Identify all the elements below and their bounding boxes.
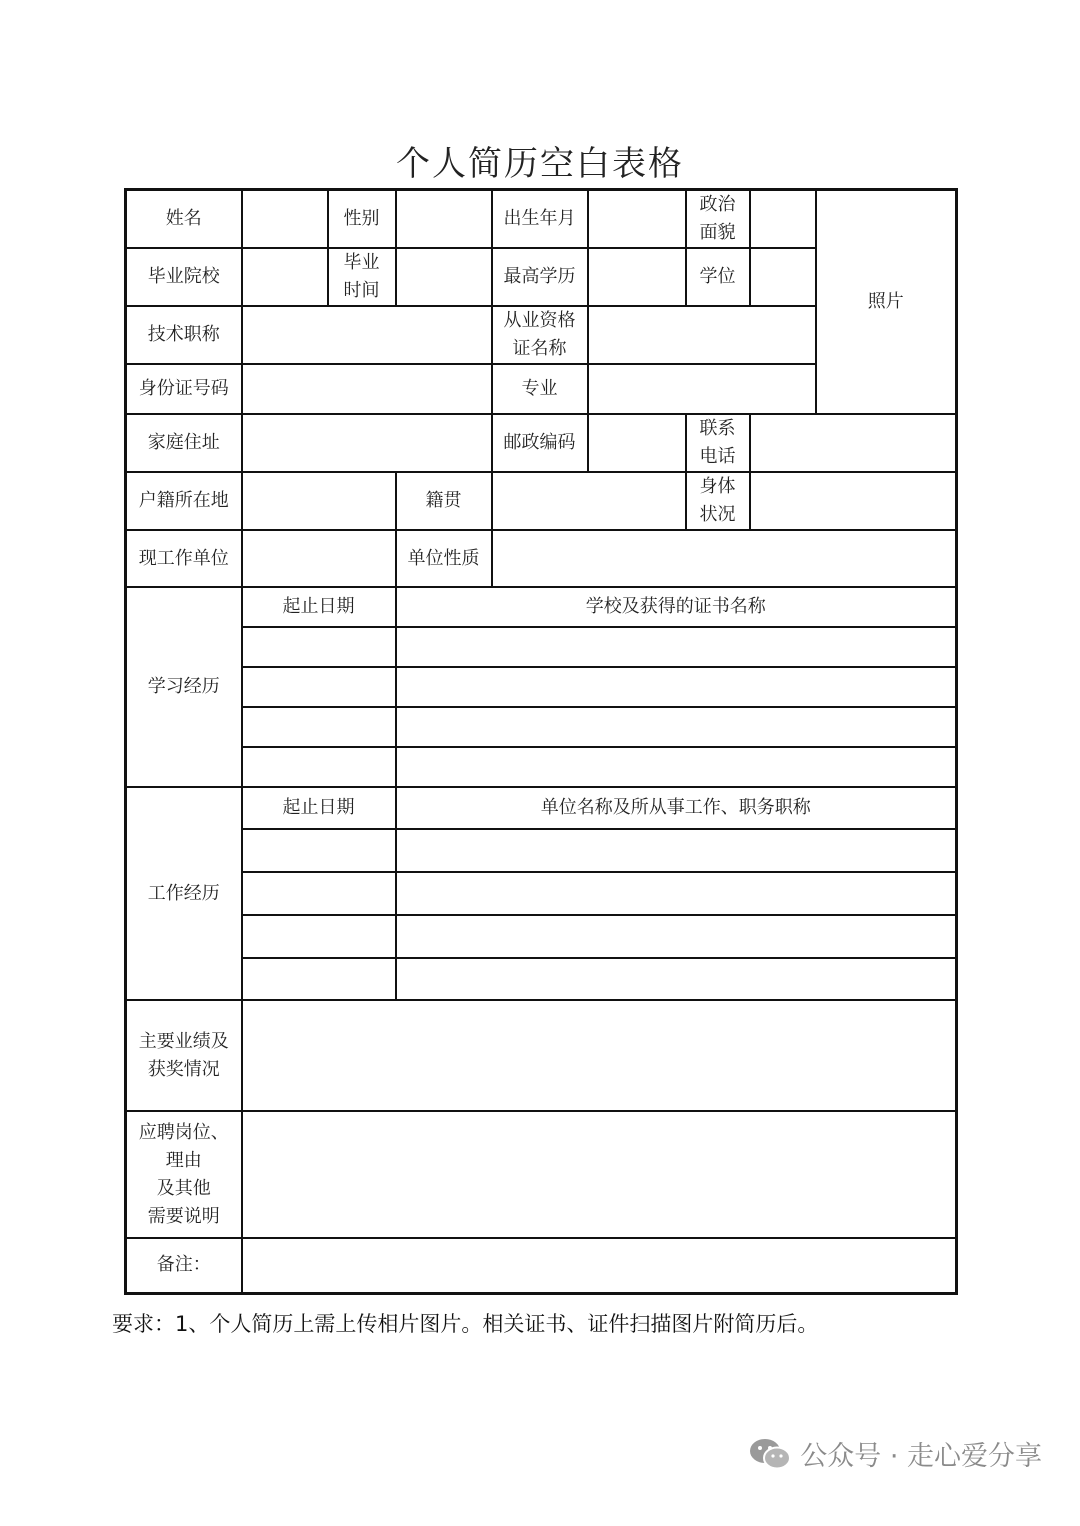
- input-degree[interactable]: [750, 248, 816, 306]
- label-grad-time-line1: 毕业: [343, 252, 380, 273]
- input-address[interactable]: [242, 414, 492, 472]
- education-row: [126, 667, 957, 707]
- application-label: [126, 1111, 242, 1238]
- achievements-label: [126, 1000, 242, 1111]
- education-detail-input[interactable]: [396, 667, 957, 707]
- label-degree: 学位: [686, 248, 750, 306]
- input-highest-edu[interactable]: [588, 248, 686, 306]
- label-name: 姓名: [126, 190, 242, 249]
- education-detail-input[interactable]: [396, 747, 957, 787]
- input-qual-cert[interactable]: [588, 306, 816, 364]
- input-id-number[interactable]: [242, 364, 492, 414]
- resume-form-table: [124, 188, 958, 1295]
- education-row: [126, 707, 957, 747]
- input-employer-type[interactable]: [492, 530, 957, 587]
- application-label-line3: 及其他: [156, 1177, 211, 1199]
- input-political[interactable]: [750, 190, 816, 249]
- work-row: [126, 915, 957, 958]
- label-health-line2: 状况: [699, 504, 736, 525]
- label-employer: 现工作单位: [126, 530, 242, 587]
- label-contact-line2: 电话: [699, 446, 736, 467]
- label-political: [686, 190, 750, 249]
- work-detail-input[interactable]: [396, 872, 957, 915]
- education-date-header: 起止日期: [242, 587, 396, 627]
- label-postcode: 邮政编码: [492, 414, 588, 472]
- label-highest-edu: 最高学历: [492, 248, 588, 306]
- label-political-line1: 政治: [699, 194, 736, 215]
- label-contact: [686, 414, 750, 472]
- input-hukou[interactable]: [242, 472, 396, 530]
- work-row: [126, 872, 957, 915]
- application-row: [126, 1111, 957, 1238]
- achievements-input[interactable]: [242, 1000, 957, 1111]
- input-grad-time[interactable]: [396, 248, 492, 306]
- label-native-place: 籍贯: [396, 472, 492, 530]
- input-postcode[interactable]: [588, 414, 686, 472]
- achievements-label-line2: 获奖情况: [147, 1058, 220, 1080]
- photo-label: 照片: [867, 291, 904, 312]
- input-tech-title[interactable]: [242, 306, 492, 364]
- input-employer[interactable]: [242, 530, 396, 587]
- education-date-input[interactable]: [242, 627, 396, 667]
- work-row: [126, 829, 957, 872]
- work-date-input[interactable]: [242, 872, 396, 915]
- label-major: 专业: [492, 364, 588, 414]
- label-gender: 性别: [328, 190, 396, 249]
- label-qual-cert: [492, 306, 588, 364]
- label-contact-line1: 联系: [699, 418, 736, 439]
- input-birth[interactable]: [588, 190, 686, 249]
- row-employer: [126, 530, 957, 587]
- education-section-label: 学习经历: [126, 587, 242, 787]
- label-birth: 出生年月: [492, 190, 588, 249]
- education-detail-input[interactable]: [396, 707, 957, 747]
- work-date-input[interactable]: [242, 958, 396, 1000]
- input-health[interactable]: [750, 472, 957, 530]
- application-label-line4: 需要说明: [147, 1205, 220, 1227]
- label-school: 毕业院校: [126, 248, 242, 306]
- application-input[interactable]: [242, 1111, 957, 1238]
- label-grad-time-line2: 时间: [343, 280, 380, 301]
- input-name[interactable]: [242, 190, 328, 249]
- watermark: [748, 1434, 1042, 1473]
- input-contact[interactable]: [750, 414, 957, 472]
- label-qual-cert-line2: 证名称: [512, 338, 567, 359]
- work-header-row: [126, 787, 957, 829]
- label-grad-time: [328, 248, 396, 306]
- row-basic-info: [126, 190, 957, 249]
- label-health-line1: 身体: [699, 476, 736, 497]
- education-date-input[interactable]: [242, 667, 396, 707]
- work-date-input[interactable]: [242, 829, 396, 872]
- education-row: [126, 747, 957, 787]
- requirement-note: 要求：1、个人简历上需上传相片图片。相关证书、证件扫描图片附简历后。: [112, 1312, 819, 1336]
- label-address: 家庭住址: [126, 414, 242, 472]
- input-major[interactable]: [588, 364, 816, 414]
- education-row: [126, 627, 957, 667]
- work-date-header: 起止日期: [242, 787, 396, 829]
- work-section-label: 工作经历: [126, 787, 242, 1000]
- work-detail-input[interactable]: [396, 915, 957, 958]
- education-date-input[interactable]: [242, 747, 396, 787]
- label-qual-cert-line1: 从业资格: [503, 310, 576, 331]
- education-detail-header: 学校及获得的证书名称: [396, 587, 957, 627]
- education-date-input[interactable]: [242, 707, 396, 747]
- application-label-line1: 应聘岗位、: [138, 1121, 229, 1143]
- page-title: 个人简历空白表格: [396, 144, 684, 184]
- photo-box[interactable]: [816, 190, 957, 415]
- remarks-row: [126, 1238, 957, 1293]
- label-employer-type: 单位性质: [396, 530, 492, 587]
- education-detail-input[interactable]: [396, 627, 957, 667]
- remarks-label: 备注：: [126, 1238, 242, 1293]
- work-detail-input[interactable]: [396, 958, 957, 1000]
- watermark-text: 公众号 · 走心爱分享: [800, 1441, 1042, 1472]
- work-date-input[interactable]: [242, 915, 396, 958]
- wechat-icon: [748, 1437, 792, 1471]
- label-hukou: 户籍所在地: [126, 472, 242, 530]
- achievements-row: [126, 1000, 957, 1111]
- row-hukou: [126, 472, 957, 530]
- input-gender[interactable]: [396, 190, 492, 249]
- label-political-line2: 面貌: [699, 222, 736, 243]
- row-address: [126, 414, 957, 472]
- input-school[interactable]: [242, 248, 328, 306]
- input-native-place[interactable]: [492, 472, 686, 530]
- application-label-line2: 理由: [165, 1149, 202, 1171]
- label-tech-title: 技术职称: [126, 306, 242, 364]
- achievements-label-line1: 主要业绩及: [138, 1030, 229, 1052]
- remarks-input[interactable]: [242, 1238, 957, 1293]
- work-detail-input[interactable]: [396, 829, 957, 872]
- education-header-row: [126, 587, 957, 627]
- work-detail-header: 单位名称及所从事工作、职务职称: [396, 787, 957, 829]
- label-health: [686, 472, 750, 530]
- label-id-number: 身份证号码: [126, 364, 242, 414]
- work-row: [126, 958, 957, 1000]
